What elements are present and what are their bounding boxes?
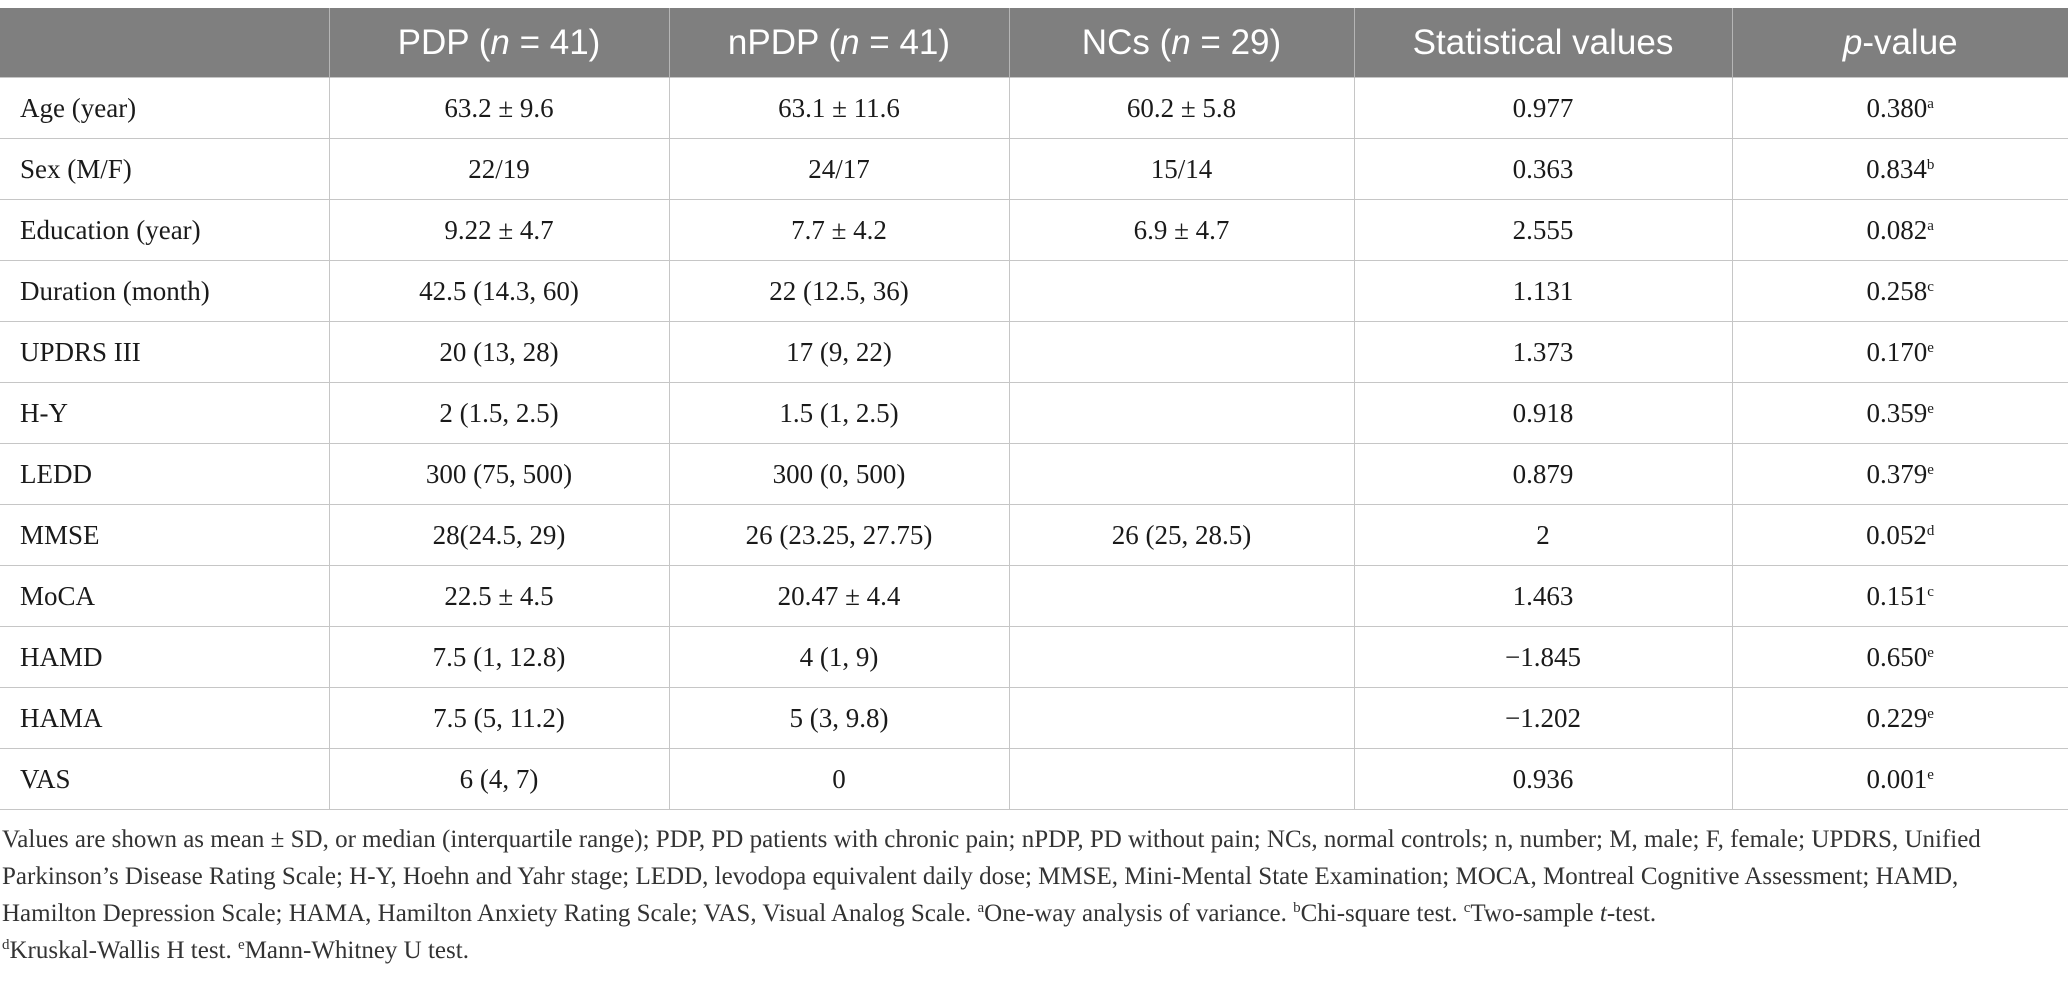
header-cell-statistical-values: Statistical values — [1354, 8, 1732, 78]
cell-statistical-value: 2 — [1354, 505, 1732, 566]
p-value-text: 0.359 — [1866, 397, 1928, 428]
p-value-footnote-mark: e — [1927, 339, 1934, 356]
p-value-text: 0.001 — [1866, 763, 1928, 794]
cell-statistical-value: 1.131 — [1354, 261, 1732, 322]
p-value-text: 0.650 — [1866, 641, 1928, 672]
row-label: LEDD — [0, 444, 329, 505]
row-label: Age (year) — [0, 78, 329, 139]
row-label: VAS — [0, 749, 329, 810]
table-row — [0, 688, 2068, 749]
cell-statistical-value: −1.202 — [1354, 688, 1732, 749]
row-label: MMSE — [0, 505, 329, 566]
cell-pdp: 9.22 ± 4.7 — [329, 200, 669, 261]
p-value-text: 0.229 — [1866, 702, 1928, 733]
cell-p-value — [1732, 749, 2068, 810]
cell-nc: 6.9 ± 4.7 — [1009, 200, 1354, 261]
p-value-text: 0.258 — [1866, 275, 1928, 306]
p-value-footnote-mark: d — [1926, 522, 1935, 539]
cell-npdp: 22 (12.5, 36) — [669, 261, 1009, 322]
p-value-text: 0.834 — [1866, 153, 1927, 184]
cell-nc — [1009, 383, 1354, 444]
cell-statistical-value: 0.918 — [1354, 383, 1732, 444]
cell-npdp: 26 (23.25, 27.75) — [669, 505, 1009, 566]
cell-pdp: 22/19 — [329, 139, 669, 200]
cell-p-value — [1732, 383, 2068, 444]
cell-nc — [1009, 688, 1354, 749]
header-cell-label — [0, 8, 329, 78]
cell-statistical-value: 0.977 — [1354, 78, 1732, 139]
table-row — [0, 322, 2068, 383]
cell-nc: 60.2 ± 5.8 — [1009, 78, 1354, 139]
cell-npdp: 0 — [669, 749, 1009, 810]
cell-npdp: 24/17 — [669, 139, 1009, 200]
cell-npdp: 63.1 ± 11.6 — [669, 78, 1009, 139]
cell-pdp: 22.5 ± 4.5 — [329, 566, 669, 627]
table-container — [0, 8, 2068, 969]
p-value-footnote-mark: e — [1927, 705, 1934, 722]
footnote-mark-b: b — [1293, 900, 1301, 916]
row-label: Education (year) — [0, 200, 329, 261]
row-label: H-Y — [0, 383, 329, 444]
table-row — [0, 261, 2068, 322]
footnote-a: One-way analysis of variance. — [984, 900, 1287, 927]
footnote-b: Chi-square test. — [1300, 900, 1458, 927]
table-row — [0, 444, 2068, 505]
table-row — [0, 383, 2068, 444]
cell-p-value — [1732, 688, 2068, 749]
footnote-c: Two-sample t-test. — [1470, 900, 1657, 927]
header-cell-p-value: p-value — [1732, 8, 2068, 78]
p-value-text: 0.379 — [1866, 458, 1928, 489]
row-label: MoCA — [0, 566, 329, 627]
demographics-table — [0, 8, 2068, 810]
p-value-footnote-mark: e — [1927, 400, 1934, 417]
cell-p-value — [1732, 566, 2068, 627]
p-value-footnote-mark: a — [1927, 217, 1934, 234]
table-row — [0, 505, 2068, 566]
cell-npdp: 4 (1, 9) — [669, 627, 1009, 688]
cell-nc — [1009, 444, 1354, 505]
cell-p-value — [1732, 505, 2068, 566]
table-row — [0, 749, 2068, 810]
cell-nc — [1009, 566, 1354, 627]
cell-p-value — [1732, 627, 2068, 688]
cell-nc — [1009, 322, 1354, 383]
header-cell-nc: NCs (n = 29) — [1009, 8, 1354, 78]
cell-pdp: 28(24.5, 29) — [329, 505, 669, 566]
cell-pdp: 7.5 (5, 11.2) — [329, 688, 669, 749]
footnote-mark-a: a — [977, 900, 985, 916]
footnote-e: Mann-Whitney U test. — [244, 937, 469, 964]
cell-statistical-value: 1.463 — [1354, 566, 1732, 627]
p-value-text: 0.170 — [1866, 336, 1928, 367]
p-value-footnote-mark: a — [1927, 95, 1934, 112]
row-label: HAMD — [0, 627, 329, 688]
p-value-text: 0.380 — [1866, 92, 1928, 123]
p-value-footnote-mark: e — [1927, 766, 1934, 783]
cell-pdp: 42.5 (14.3, 60) — [329, 261, 669, 322]
cell-pdp: 7.5 (1, 12.8) — [329, 627, 669, 688]
cell-pdp: 2 (1.5, 2.5) — [329, 383, 669, 444]
cell-p-value — [1732, 261, 2068, 322]
p-value-footnote-mark: c — [1927, 278, 1934, 295]
cell-npdp: 20.47 ± 4.4 — [669, 566, 1009, 627]
footnote-mark-d: d — [2, 937, 10, 953]
p-value-footnote-mark: b — [1926, 156, 1935, 173]
table-row — [0, 627, 2068, 688]
cell-p-value — [1732, 139, 2068, 200]
row-label: Duration (month) — [0, 261, 329, 322]
cell-nc — [1009, 749, 1354, 810]
p-value-text: 0.052 — [1866, 519, 1927, 550]
cell-npdp: 1.5 (1, 2.5) — [669, 383, 1009, 444]
row-label: HAMA — [0, 688, 329, 749]
cell-p-value — [1732, 200, 2068, 261]
table-row — [0, 200, 2068, 261]
cell-statistical-value: 1.373 — [1354, 322, 1732, 383]
cell-statistical-value: 0.879 — [1354, 444, 1732, 505]
p-value-footnote-mark: c — [1927, 583, 1934, 600]
cell-nc — [1009, 261, 1354, 322]
header-row — [0, 8, 2068, 78]
cell-pdp: 63.2 ± 9.6 — [329, 78, 669, 139]
cell-nc: 26 (25, 28.5) — [1009, 505, 1354, 566]
table-row — [0, 78, 2068, 139]
footnote-d: Kruskal-Wallis H test. — [9, 937, 232, 964]
header-cell-npdp: nPDP (n = 41) — [669, 8, 1009, 78]
p-value-text: 0.082 — [1866, 214, 1928, 245]
cell-npdp: 5 (3, 9.8) — [669, 688, 1009, 749]
cell-pdp: 20 (13, 28) — [329, 322, 669, 383]
cell-statistical-value: −1.845 — [1354, 627, 1732, 688]
cell-pdp: 6 (4, 7) — [329, 749, 669, 810]
cell-npdp: 17 (9, 22) — [669, 322, 1009, 383]
table-row — [0, 566, 2068, 627]
footnote-mark-c: c — [1463, 900, 1471, 916]
table-row — [0, 139, 2068, 200]
cell-p-value — [1732, 78, 2068, 139]
p-value-text: 0.151 — [1866, 580, 1928, 611]
cell-npdp: 7.7 ± 4.2 — [669, 200, 1009, 261]
cell-pdp: 300 (75, 500) — [329, 444, 669, 505]
cell-p-value — [1732, 444, 2068, 505]
cell-nc: 15/14 — [1009, 139, 1354, 200]
cell-nc — [1009, 627, 1354, 688]
table-footnote — [2, 821, 2048, 969]
footnote-mark-e: e — [238, 937, 245, 953]
row-label: UPDRS III — [0, 322, 329, 383]
footnote-main: Values are shown as mean ± SD, or median (interquartile range); PDP, PD patients with chronic pain; nPDP, PD without pain; NCs, normal controls; n, number; M, male; F, female; UPDRS, Unified Parkinson’s Disease Rating Scale; H-Y, Hoehn and Yahr stage; LEDD, levodopa equivalent daily dose; MMSE, Mini-Mental State Examination; MOCA, Montreal Cognitive Assessment; HAMD, Hamilton Depression Scale; HAMA, Hamilton Anxiety Rating Scale; VAS, Visual Analog Scale. — [2, 826, 1981, 927]
p-value-footnote-mark: e — [1927, 461, 1934, 478]
cell-p-value — [1732, 322, 2068, 383]
p-value-footnote-mark: e — [1927, 644, 1934, 661]
cell-statistical-value: 2.555 — [1354, 200, 1732, 261]
cell-statistical-value: 0.936 — [1354, 749, 1732, 810]
row-label: Sex (M/F) — [0, 139, 329, 200]
header-cell-pdp: PDP (n = 41) — [329, 8, 669, 78]
cell-npdp: 300 (0, 500) — [669, 444, 1009, 505]
cell-statistical-value: 0.363 — [1354, 139, 1732, 200]
